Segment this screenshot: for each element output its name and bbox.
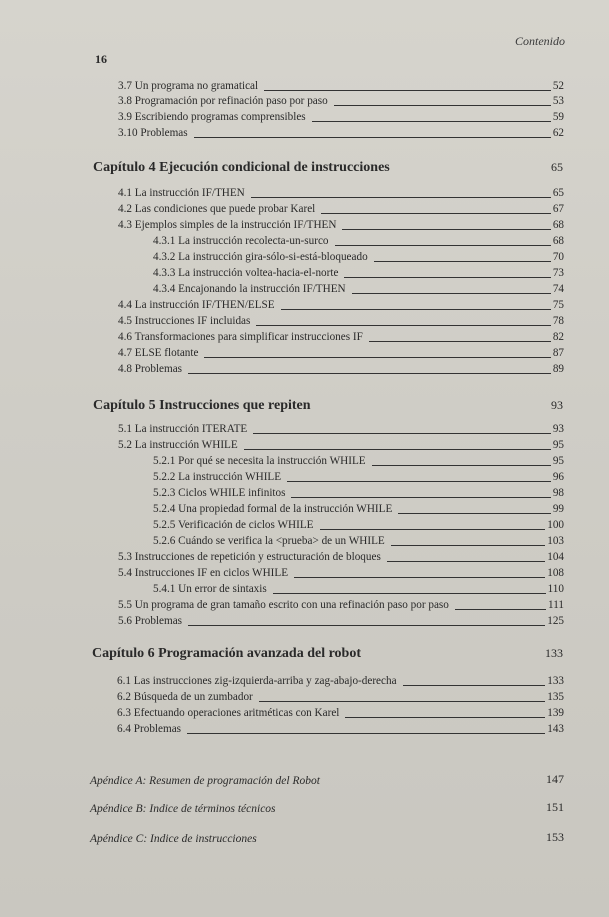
toc-entry-page: 133	[547, 675, 564, 687]
toc-entry-page: 96	[552, 471, 564, 483]
toc-entry	[118, 423, 564, 436]
appendix-page: 151	[546, 800, 564, 814]
toc-entry-label: 3.9 Escribiendo programas comprensibles	[118, 111, 306, 123]
leader-line	[251, 197, 551, 198]
toc-entry	[153, 251, 564, 264]
appendix-label: Apéndice C: Indice de instrucciones	[90, 833, 257, 845]
leader-line	[244, 449, 551, 450]
appendix-entry	[90, 772, 564, 787]
chapter-title: Capítulo 6 Programación avanzada del robot	[92, 646, 361, 661]
toc-entry	[118, 187, 564, 200]
toc-entry-label: 4.3.3 La instrucción voltea-hacia-el-norte	[153, 267, 339, 279]
toc-entry	[118, 363, 564, 376]
toc-entry-page: 53	[552, 95, 564, 107]
toc-entry	[118, 347, 564, 360]
toc-entry-page: 125	[547, 615, 564, 627]
leader-line	[188, 625, 545, 626]
toc-entry-page: 68	[552, 235, 564, 247]
leader-line	[256, 325, 550, 326]
leader-line	[369, 341, 551, 342]
leader-line	[188, 373, 551, 374]
toc-entry-label: 4.6 Transformaciones para simplificar instrucciones IF	[118, 331, 363, 343]
toc-entry-label: 4.5 Instrucciones IF incluidas	[118, 315, 251, 327]
toc-entry-page: 87	[552, 347, 564, 359]
leader-line	[352, 293, 551, 294]
toc-entry	[118, 95, 564, 108]
leader-line	[335, 245, 551, 246]
toc-entry-label: 4.3.2 La instrucción gira-sólo-si-está-bloqueado	[153, 251, 368, 263]
toc-entry-label: 5.2 La instrucción WHILE	[118, 439, 238, 451]
toc-entry	[153, 471, 564, 484]
toc-entry	[118, 203, 564, 216]
leader-line	[403, 685, 546, 686]
toc-entry-label: 4.1 La instrucción IF/THEN	[118, 187, 245, 199]
toc-entry-page: 93	[552, 423, 564, 435]
appendix-entry	[90, 800, 564, 815]
leader-line	[187, 733, 545, 734]
toc-entry	[118, 615, 564, 628]
toc-entry-page: 78	[552, 315, 564, 327]
leader-line	[344, 277, 550, 278]
leader-line	[273, 593, 546, 594]
toc-entry	[153, 455, 564, 468]
toc-entry-label: 4.3 Ejemplos simples de la instrucción IF/THEN	[118, 219, 337, 231]
toc-entry-page: 103	[547, 535, 564, 547]
toc-entry-label: 5.3 Instrucciones de repetición y estructuración de bloques	[118, 551, 381, 563]
chapter-heading	[93, 398, 563, 414]
toc-entry-page: 70	[552, 251, 564, 263]
toc-entry	[118, 299, 564, 312]
toc-entry-page: 110	[547, 583, 564, 595]
toc-entry-label: 3.10 Problemas	[118, 127, 188, 139]
appendix-label: Apéndice B: Indice de términos técnicos	[90, 803, 276, 815]
toc-entry-page: 104	[547, 551, 564, 563]
leader-line	[264, 90, 551, 91]
toc-entry-page: 59	[552, 111, 564, 123]
toc-entry-page: 135	[547, 691, 564, 703]
toc-entry-page: 65	[552, 187, 564, 199]
toc-entry	[118, 127, 564, 140]
chapter-heading	[93, 160, 563, 176]
toc-entry-label: 4.3.4 Encajonando la instrucción IF/THEN	[153, 283, 346, 295]
leader-line	[374, 261, 551, 262]
toc-entry	[118, 80, 564, 93]
toc-entry-label: 4.2 Las condiciones que puede probar Karel	[118, 203, 316, 215]
toc-entry-page: 108	[547, 567, 564, 579]
leader-line	[391, 545, 545, 546]
chapter-page: 65	[551, 160, 563, 174]
leader-line	[259, 701, 545, 702]
toc-entry-page: 75	[552, 299, 564, 311]
toc-entry-page: 143	[547, 723, 564, 735]
toc-entry-page: 111	[548, 599, 564, 611]
toc-entry	[117, 691, 564, 704]
chapter-heading	[92, 646, 563, 662]
toc-entry-page: 99	[552, 503, 564, 515]
toc-entry-label: 5.5 Un programa de gran tamaño escrito con una refinación paso por paso	[118, 599, 449, 611]
chapter-title: Capítulo 4 Ejecución condicional de instrucciones	[93, 160, 390, 175]
leader-line	[294, 577, 545, 578]
toc-entry-label: 3.8 Programación por refinación paso por paso	[118, 95, 328, 107]
leader-line	[320, 529, 546, 530]
toc-entry-label: 4.7 ELSE flotante	[118, 347, 199, 359]
leader-line	[312, 121, 551, 122]
leader-line	[334, 105, 551, 106]
toc-entry	[153, 583, 564, 596]
toc-entry-page: 68	[552, 219, 564, 231]
toc-entry-page: 74	[552, 283, 564, 295]
toc-entry	[117, 723, 564, 736]
leader-line	[455, 609, 546, 610]
toc-entry-label: 5.6 Problemas	[118, 615, 183, 627]
leader-line	[287, 481, 551, 482]
toc-entry-page: 98	[552, 487, 564, 499]
toc-entry	[117, 675, 564, 688]
toc-entry	[117, 707, 564, 720]
toc-entry-label: 6.2 Búsqueda de un zumbador	[117, 691, 253, 703]
toc-entry-page: 95	[552, 439, 564, 451]
toc-entry-label: 5.2.6 Cuándo se verifica la <prueba> de un WHILE	[153, 535, 385, 547]
toc-entry-page: 73	[552, 267, 564, 279]
toc-entry	[118, 567, 564, 580]
toc-entry-label: 5.2.3 Ciclos WHILE infinitos	[153, 487, 286, 499]
toc-entry	[153, 487, 564, 500]
toc-entry-label: 4.3.1 La instrucción recolecta-un-surco	[153, 235, 329, 247]
toc-entry-label: 6.3 Efectuando operaciones aritméticas con Karel	[117, 707, 340, 719]
page-number: 16	[95, 52, 107, 66]
appendix-entry	[90, 830, 564, 845]
toc-entry	[153, 283, 564, 296]
toc-entry	[118, 439, 564, 452]
appendix-page: 153	[546, 830, 564, 844]
toc-entry-label: 5.2.5 Verificación de ciclos WHILE	[153, 519, 314, 531]
leader-line	[372, 465, 551, 466]
leader-line	[204, 357, 550, 358]
toc-entry-page: 67	[552, 203, 564, 215]
leader-line	[281, 309, 551, 310]
toc-entry-label: 5.4.1 Un error de sintaxis	[153, 583, 267, 595]
toc-entry	[118, 219, 564, 232]
toc-entry-label: 4.8 Problemas	[118, 363, 183, 375]
leader-line	[342, 229, 550, 230]
chapter-page: 93	[551, 398, 563, 412]
leader-line	[291, 497, 550, 498]
toc-entry-label: 5.4 Instrucciones IF en ciclos WHILE	[118, 567, 289, 579]
chapter-title: Capítulo 5 Instrucciones que repiten	[93, 398, 311, 413]
toc-entry-label: 6.1 Las instrucciones zig-izquierda-arriba y zag-abajo-derecha	[117, 675, 397, 687]
toc-entry-page: 139	[547, 707, 564, 719]
leader-line	[387, 561, 545, 562]
toc-entry-page: 95	[552, 455, 564, 467]
toc-entry	[118, 331, 564, 344]
toc-entry	[118, 599, 564, 612]
toc-entry-label: 6.4 Problemas	[117, 723, 182, 735]
toc-entry-page: 89	[552, 363, 564, 375]
toc-entry-label: 5.1 La instrucción ITERATE	[118, 423, 248, 435]
toc-entry-label: 5.2.4 Una propiedad formal de la instrucción WHILE	[153, 503, 393, 515]
chapter-page: 133	[545, 646, 563, 660]
toc-entry	[153, 267, 564, 280]
toc-entry-page: 100	[547, 519, 564, 531]
toc-entry	[153, 235, 564, 248]
leader-line	[398, 513, 550, 514]
toc-entry-page: 62	[552, 127, 564, 139]
toc-entry	[153, 503, 564, 516]
toc-entry-label: 3.7 Un programa no gramatical	[118, 80, 259, 92]
toc-entry-page: 52	[552, 80, 564, 92]
leader-line	[321, 213, 551, 214]
leader-line	[194, 137, 551, 138]
toc-entry	[118, 315, 564, 328]
toc-entry-label: 5.2.1 Por qué se necesita la instrucción WHILE	[153, 455, 366, 467]
toc-entry-label: 4.4 La instrucción IF/THEN/ELSE	[118, 299, 275, 311]
appendix-label: Apéndice A: Resumen de programación del Robot	[90, 775, 320, 787]
toc-entry-label: 5.2.2 La instrucción WHILE	[153, 471, 282, 483]
toc-entry	[118, 551, 564, 564]
toc-entry	[153, 519, 564, 532]
leader-line	[345, 717, 545, 718]
leader-line	[253, 433, 551, 434]
toc-entry-page: 82	[552, 331, 564, 343]
toc-entry	[118, 111, 564, 124]
toc-entry	[153, 535, 564, 548]
appendix-page: 147	[546, 772, 564, 786]
running-title: Contenido	[515, 34, 565, 48]
